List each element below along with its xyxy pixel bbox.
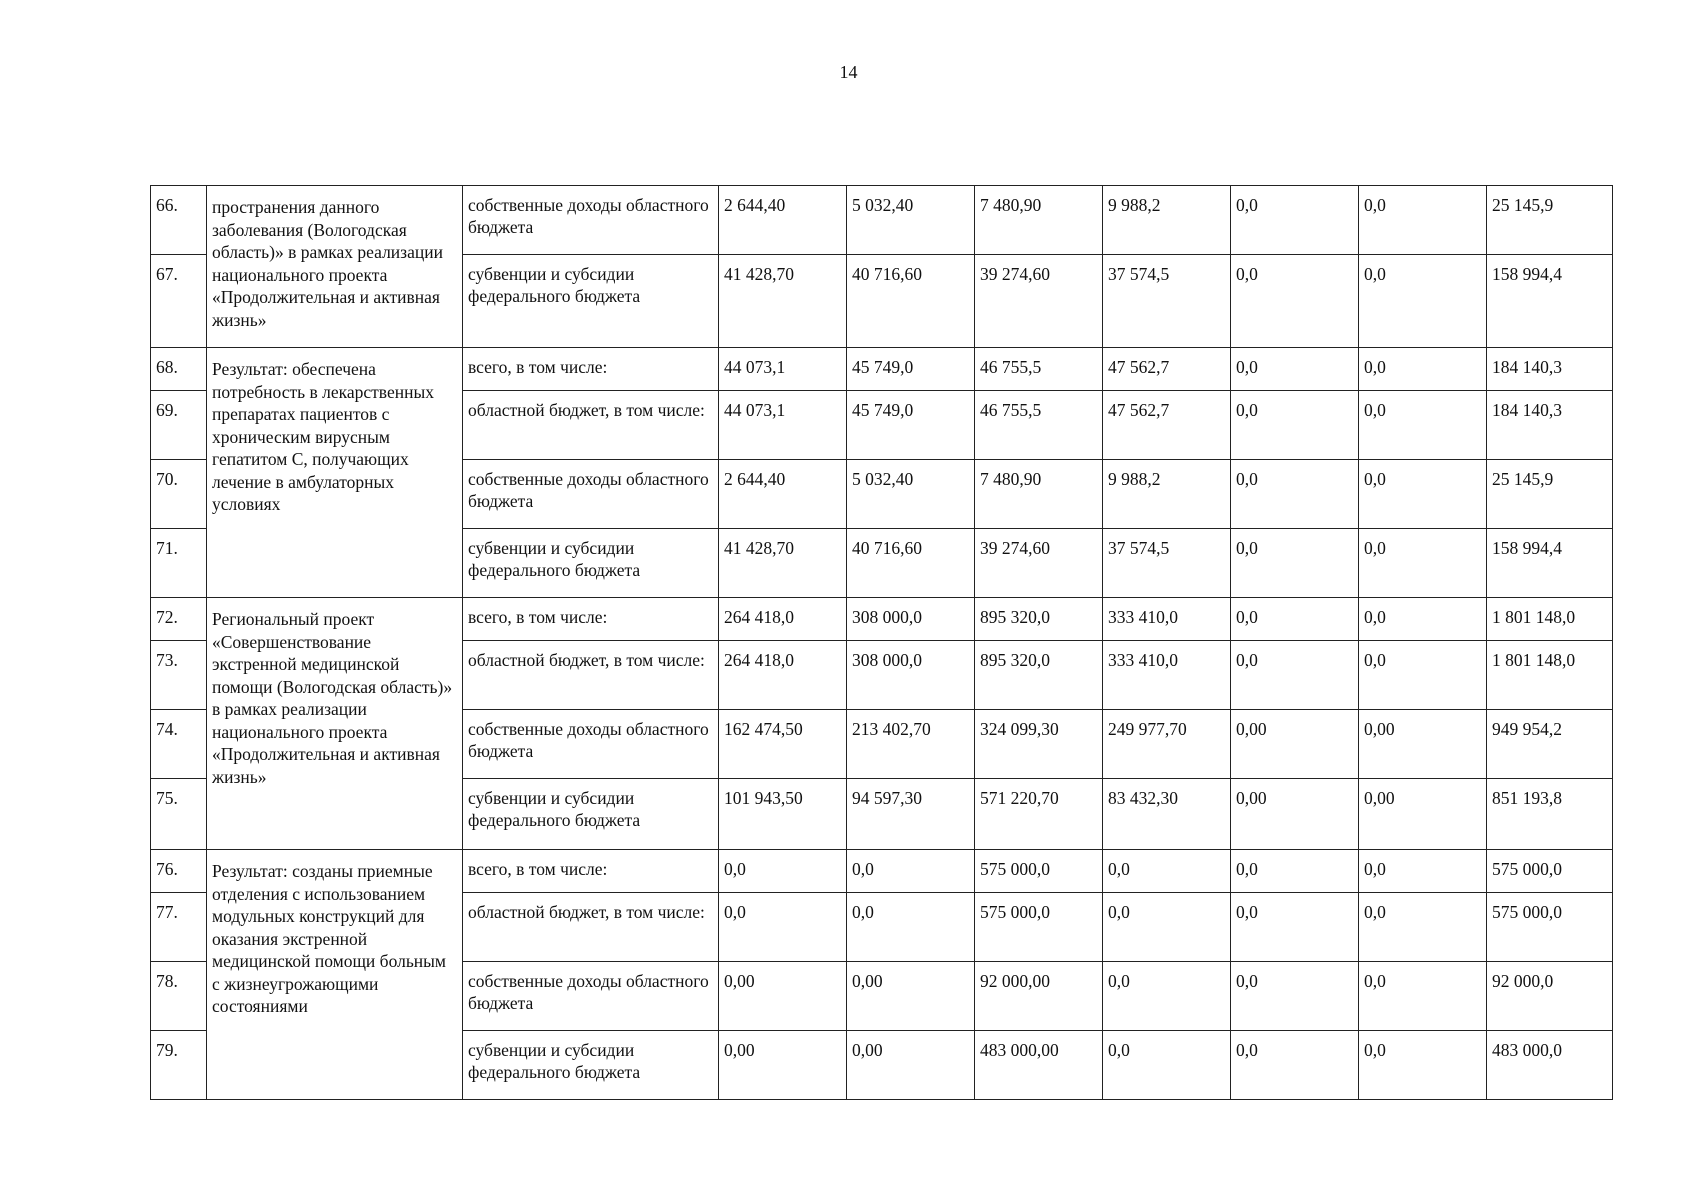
year-value: 0,0: [1231, 850, 1359, 893]
year-value: 5 032,40: [847, 460, 975, 529]
year-value: 0,00: [1359, 710, 1487, 779]
year-value: 40 716,60: [847, 255, 975, 348]
item-description: Результат: обеспечена потребность в лекарственных препаратах пациентов с хроническим вирусным гепатитом С, получающих лечение в амбулаторных условиях: [207, 348, 463, 598]
year-value: 0,0: [1231, 186, 1359, 255]
year-value: 0,0: [1359, 255, 1487, 348]
year-value: 41 428,70: [719, 529, 847, 598]
row-number: 71.: [151, 529, 207, 598]
row-number: 79.: [151, 1031, 207, 1100]
year-value: 333 410,0: [1103, 641, 1231, 710]
year-value: 0,0: [719, 850, 847, 893]
year-value: 0,0: [1231, 255, 1359, 348]
table-row: [151, 850, 1613, 893]
year-value: 308 000,0: [847, 641, 975, 710]
funding-source: областной бюджет, в том числе:: [463, 391, 719, 460]
year-value: 333 410,0: [1103, 598, 1231, 641]
year-value: 483 000,00: [975, 1031, 1103, 1100]
year-value: 92 000,00: [975, 962, 1103, 1031]
year-value: 44 073,1: [719, 391, 847, 460]
year-value: 0,0: [1231, 641, 1359, 710]
year-value: 213 402,70: [847, 710, 975, 779]
row-number: 66.: [151, 186, 207, 255]
table-row: [151, 186, 1613, 255]
year-value: 0,00: [719, 1031, 847, 1100]
year-value: 47 562,7: [1103, 348, 1231, 391]
year-value: 0,0: [1359, 460, 1487, 529]
year-value: 0,0: [1359, 1031, 1487, 1100]
year-value: 0,0: [1103, 1031, 1231, 1100]
funding-source: собственные доходы областного бюджета: [463, 186, 719, 255]
year-value: 0,0: [1231, 893, 1359, 962]
row-number: 75.: [151, 779, 207, 850]
year-value: 0,0: [1231, 460, 1359, 529]
year-value: 7 480,90: [975, 186, 1103, 255]
total-value: 158 994,4: [1487, 529, 1613, 598]
row-number: 68.: [151, 348, 207, 391]
year-value: 571 220,70: [975, 779, 1103, 850]
year-value: 2 644,40: [719, 186, 847, 255]
table-row: [151, 598, 1613, 641]
funding-source: областной бюджет, в том числе:: [463, 641, 719, 710]
year-value: 575 000,0: [975, 893, 1103, 962]
total-value: 1 801 148,0: [1487, 641, 1613, 710]
funding-source: всего, в том числе:: [463, 598, 719, 641]
year-value: 0,0: [1231, 391, 1359, 460]
funding-source: субвенции и субсидии федерального бюджета: [463, 529, 719, 598]
year-value: 46 755,5: [975, 391, 1103, 460]
budget-table: [150, 185, 1613, 1100]
year-value: 83 432,30: [1103, 779, 1231, 850]
year-value: 324 099,30: [975, 710, 1103, 779]
year-value: 0,0: [1231, 1031, 1359, 1100]
row-number: 77.: [151, 893, 207, 962]
row-number: 74.: [151, 710, 207, 779]
year-value: 0,00: [1359, 779, 1487, 850]
item-description: Региональный проект «Совершенствование экстренной медицинской помощи (Вологодская область)» в рамках реализации национального проекта «Продолжительная и активная жизнь»: [207, 598, 463, 850]
year-value: 9 988,2: [1103, 186, 1231, 255]
total-value: 25 145,9: [1487, 186, 1613, 255]
year-value: 0,0: [1231, 348, 1359, 391]
year-value: 0,0: [1359, 348, 1487, 391]
total-value: 158 994,4: [1487, 255, 1613, 348]
total-value: 949 954,2: [1487, 710, 1613, 779]
year-value: 37 574,5: [1103, 255, 1231, 348]
year-value: 0,00: [719, 962, 847, 1031]
year-value: 0,0: [1359, 186, 1487, 255]
year-value: 40 716,60: [847, 529, 975, 598]
total-value: 575 000,0: [1487, 893, 1613, 962]
year-value: 39 274,60: [975, 255, 1103, 348]
year-value: 0,0: [1359, 893, 1487, 962]
year-value: 37 574,5: [1103, 529, 1231, 598]
year-value: 0,00: [1231, 779, 1359, 850]
year-value: 5 032,40: [847, 186, 975, 255]
item-description: Результат: созданы приемные отделения с использованием модульных конструкций для оказания экстренной медицинской помощи больным с жизнеугрожающими состояниями: [207, 850, 463, 1100]
row-number: 76.: [151, 850, 207, 893]
year-value: 0,0: [1359, 641, 1487, 710]
funding-source: субвенции и субсидии федерального бюджета: [463, 779, 719, 850]
year-value: 0,0: [1359, 962, 1487, 1031]
year-value: 7 480,90: [975, 460, 1103, 529]
year-value: 9 988,2: [1103, 460, 1231, 529]
funding-source: всего, в том числе:: [463, 850, 719, 893]
year-value: 94 597,30: [847, 779, 975, 850]
total-value: 575 000,0: [1487, 850, 1613, 893]
year-value: 264 418,0: [719, 641, 847, 710]
year-value: 0,0: [1231, 962, 1359, 1031]
row-number: 70.: [151, 460, 207, 529]
funding-source: собственные доходы областного бюджета: [463, 962, 719, 1031]
year-value: 44 073,1: [719, 348, 847, 391]
year-value: 0,0: [1359, 850, 1487, 893]
funding-source: всего, в том числе:: [463, 348, 719, 391]
year-value: 264 418,0: [719, 598, 847, 641]
year-value: 45 749,0: [847, 391, 975, 460]
row-number: 69.: [151, 391, 207, 460]
year-value: 47 562,7: [1103, 391, 1231, 460]
year-value: 0,0: [1359, 391, 1487, 460]
total-value: 851 193,8: [1487, 779, 1613, 850]
year-value: 0,0: [1103, 962, 1231, 1031]
year-value: 162 474,50: [719, 710, 847, 779]
funding-source: областной бюджет, в том числе:: [463, 893, 719, 962]
year-value: 0,0: [1103, 850, 1231, 893]
year-value: 0,0: [719, 893, 847, 962]
year-value: 895 320,0: [975, 598, 1103, 641]
total-value: 184 140,3: [1487, 391, 1613, 460]
row-number: 67.: [151, 255, 207, 348]
year-value: 0,0: [1103, 893, 1231, 962]
funding-source: субвенции и субсидии федерального бюджета: [463, 1031, 719, 1100]
funding-source: собственные доходы областного бюджета: [463, 460, 719, 529]
year-value: 249 977,70: [1103, 710, 1231, 779]
year-value: 0,0: [1359, 529, 1487, 598]
year-value: 0,0: [1359, 598, 1487, 641]
year-value: 0,0: [1231, 598, 1359, 641]
row-number: 73.: [151, 641, 207, 710]
year-value: 46 755,5: [975, 348, 1103, 391]
year-value: 575 000,0: [975, 850, 1103, 893]
item-description: пространения данного заболевания (Вологодская область)» в рамках реализации национального проекта «Продолжительная и активная жизнь»: [207, 186, 463, 348]
year-value: 45 749,0: [847, 348, 975, 391]
funding-source: собственные доходы областного бюджета: [463, 710, 719, 779]
year-value: 2 644,40: [719, 460, 847, 529]
budget-table-body: [151, 186, 1613, 1100]
page-number: 14: [839, 62, 858, 82]
year-value: 0,00: [847, 1031, 975, 1100]
total-value: 1 801 148,0: [1487, 598, 1613, 641]
year-value: 0,0: [847, 850, 975, 893]
total-value: 92 000,0: [1487, 962, 1613, 1031]
row-number: 78.: [151, 962, 207, 1031]
year-value: 41 428,70: [719, 255, 847, 348]
row-number: 72.: [151, 598, 207, 641]
total-value: 25 145,9: [1487, 460, 1613, 529]
funding-source: субвенции и субсидии федерального бюджета: [463, 255, 719, 348]
year-value: 39 274,60: [975, 529, 1103, 598]
table-row: [151, 348, 1613, 391]
year-value: 308 000,0: [847, 598, 975, 641]
year-value: 0,0: [1231, 529, 1359, 598]
year-value: 895 320,0: [975, 641, 1103, 710]
year-value: 0,0: [847, 893, 975, 962]
year-value: 0,00: [1231, 710, 1359, 779]
year-value: 101 943,50: [719, 779, 847, 850]
total-value: 483 000,0: [1487, 1031, 1613, 1100]
year-value: 0,00: [847, 962, 975, 1031]
total-value: 184 140,3: [1487, 348, 1613, 391]
